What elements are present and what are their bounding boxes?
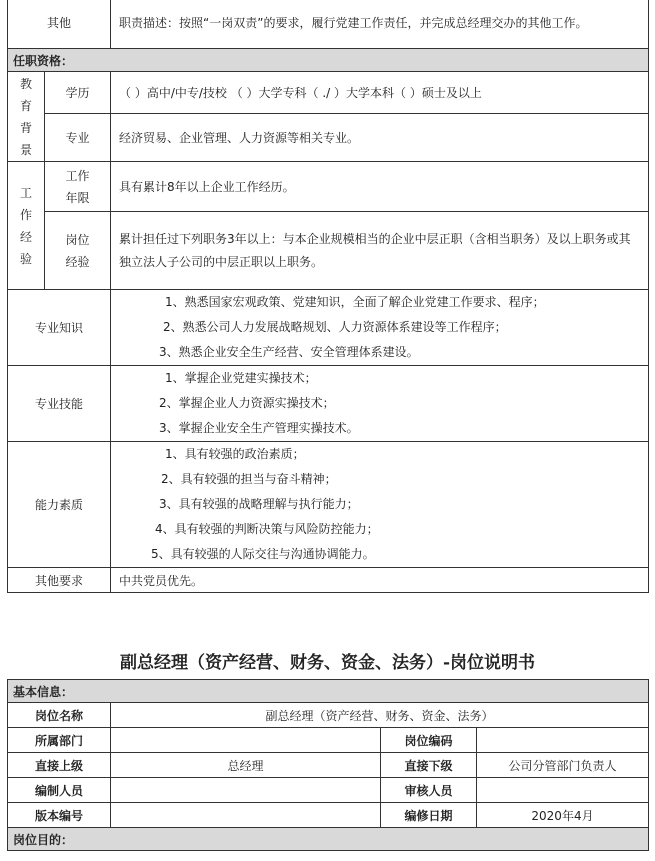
other-description: 职责描述：按照“一岗双责”的要求，履行党建工作责任，并完成总经理交办的其他工作。 xyxy=(111,0,649,49)
department-value xyxy=(111,728,381,753)
ability-item: 5、具有较强的人际交往与沟通协调能力。 xyxy=(151,547,375,561)
other-requirements-label: 其他要求 xyxy=(8,568,111,593)
ability-list xyxy=(111,442,649,568)
position-experience-value: 累计担任过下列职务3年以上：与本企业规模相当的企业中层正职（含相当职务）及以上职务或其独立法人子公司的中层正职以上职务。 xyxy=(111,212,649,290)
reviewer-label: 审核人员 xyxy=(381,778,477,803)
skills-label: 专业技能 xyxy=(8,366,111,442)
position-experience-label: 岗位经验 xyxy=(45,212,111,290)
other-requirements-value: 中共党员优先。 xyxy=(111,568,649,593)
ability-item: 3、具有较强的战略理解与执行能力； xyxy=(159,497,359,511)
position-code-label: 岗位编码 xyxy=(381,728,477,753)
revise-date-value: 2020年4月 xyxy=(477,803,649,828)
work-experience-group-label: 工作经验 xyxy=(8,162,45,290)
ability-item: 1、具有较强的政治素质； xyxy=(165,447,305,461)
education-level-label: 学历 xyxy=(45,72,111,114)
qualification-header: 任职资格： xyxy=(8,49,649,72)
position-name-value: 副总经理（资产经营、财务、资金、法务） xyxy=(111,703,649,728)
version-value xyxy=(111,803,381,828)
position-name-label: 岗位名称 xyxy=(8,703,111,728)
department-label: 所属部门 xyxy=(8,728,111,753)
basic-info-header: 基本信息： xyxy=(8,680,649,703)
skills-list xyxy=(111,366,649,442)
work-years-value: 具有累计8年以上企业工作经历。 xyxy=(111,162,649,212)
ability-label: 能力素质 xyxy=(8,442,111,568)
knowledge-item: 2、熟悉公司人力发展战略规划、人力资源体系建设等工作程序； xyxy=(163,320,507,334)
direct-superior-value: 总经理 xyxy=(111,753,381,778)
author-label: 编制人员 xyxy=(8,778,111,803)
page-title: 副总经理（资产经营、财务、资金、法务）-岗位说明书 xyxy=(119,653,536,673)
other-label: 其他 xyxy=(8,0,111,49)
version-label: 版本编号 xyxy=(8,803,111,828)
knowledge-list xyxy=(111,290,649,366)
basic-info-table xyxy=(7,679,649,851)
education-group-label: 教育背景 xyxy=(8,72,45,162)
major-label: 专业 xyxy=(45,114,111,162)
revise-date-label: 编修日期 xyxy=(381,803,477,828)
skills-item: 1、掌握企业党建实操技术； xyxy=(165,371,317,385)
position-purpose-header: 岗位目的： xyxy=(8,828,649,851)
author-value xyxy=(111,778,381,803)
position-code-value xyxy=(477,728,649,753)
job-requirements-table xyxy=(7,0,649,593)
education-level-value: （ ）高中/中专/技校 （ ）大学专科（ ./ ）大学本科（ ）硕士及以上 xyxy=(111,72,649,114)
major-value: 经济贸易、企业管理、人力资源等相关专业。 xyxy=(111,114,649,162)
work-years-label: 工作年限 xyxy=(45,162,111,212)
ability-item: 4、具有较强的判断决策与风险防控能力； xyxy=(155,522,379,536)
ability-item: 2、具有较强的担当与奋斗精神； xyxy=(161,472,337,486)
direct-subordinate-value: 公司分管部门负责人 xyxy=(477,753,649,778)
skills-item: 2、掌握企业人力资源实操技术； xyxy=(159,396,335,410)
direct-subordinate-label: 直接下级 xyxy=(381,753,477,778)
direct-superior-label: 直接上级 xyxy=(8,753,111,778)
reviewer-value xyxy=(477,778,649,803)
knowledge-item: 3、熟悉企业安全生产经营、安全管理体系建设。 xyxy=(159,345,419,359)
knowledge-item: 1、熟悉国家宏观政策、党建知识，全面了解企业党建工作要求、程序； xyxy=(165,295,545,309)
knowledge-label: 专业知识 xyxy=(8,290,111,366)
skills-item: 3、掌握企业安全生产管理实操技术。 xyxy=(159,421,359,435)
